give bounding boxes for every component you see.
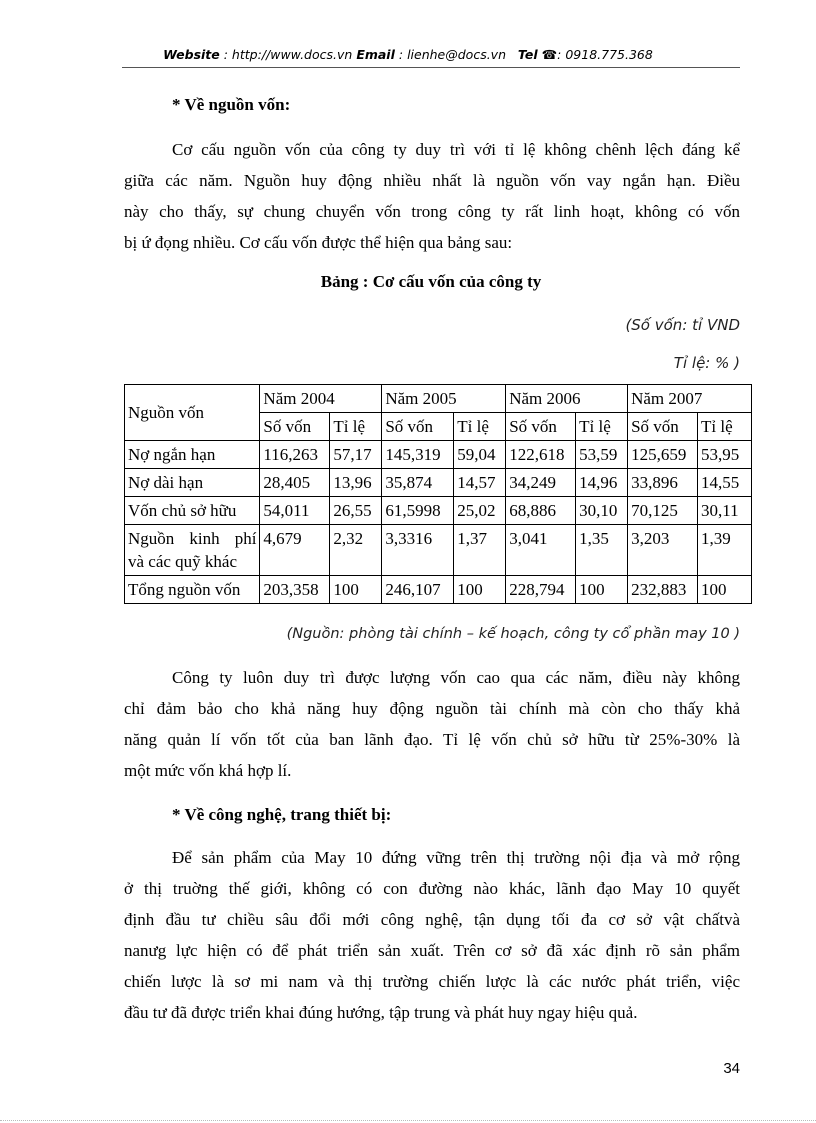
table-row bbox=[125, 469, 752, 497]
phone-icon: ☎ bbox=[541, 47, 558, 62]
table-cell: 33,896 bbox=[628, 469, 698, 497]
subheader-amount: Số vốn bbox=[260, 413, 330, 441]
table-cell: 61,5998 bbox=[382, 497, 454, 525]
paragraph-line: ở thị truờng thế giới, không có con đường nào khác, lãnh đạo May 10 quyết bbox=[124, 879, 740, 898]
email-label: Email bbox=[356, 47, 395, 62]
table-cell: 53,59 bbox=[576, 441, 628, 469]
row-label: Tổng nguồn vốn bbox=[125, 576, 260, 604]
subheader-ratio: Tỉ lệ bbox=[330, 413, 382, 441]
capital-structure-table bbox=[124, 384, 752, 604]
row-label-line: Nguồn kinh phí bbox=[128, 529, 257, 548]
table-cell: 14,96 bbox=[576, 469, 628, 497]
table-row bbox=[125, 497, 752, 525]
paragraph-line: này cho thấy, sự chung chuyển vốn trong công ty rất linh hoạt, không có vốn bbox=[124, 202, 740, 221]
row-label bbox=[125, 525, 260, 576]
paragraph-line: đầu tư đã được triển khai đúng hướng, tập trung và phát huy ngay hiệu quả. bbox=[124, 1003, 638, 1022]
table-cell: 100 bbox=[454, 576, 506, 604]
website-sep: : bbox=[219, 47, 232, 62]
page-header bbox=[0, 47, 816, 62]
table-source-note: (Nguồn: phòng tài chính – kế hoạch, công ty cổ phần may 10 ) bbox=[286, 626, 740, 642]
year-header: Năm 2006 bbox=[506, 385, 628, 413]
table-cell: 100 bbox=[576, 576, 628, 604]
table-cell: 1,39 bbox=[698, 525, 752, 576]
table-cell: 14,57 bbox=[454, 469, 506, 497]
row-label-line: và các quỹ khác bbox=[128, 552, 238, 571]
year-header: Năm 2007 bbox=[628, 385, 752, 413]
table-cell: 4,679 bbox=[260, 525, 330, 576]
paragraph-line: một mức vốn khá hợp lí. bbox=[124, 761, 292, 780]
table-cell: 125,659 bbox=[628, 441, 698, 469]
corner-header: Nguồn vốn bbox=[125, 385, 260, 441]
table-cell: 30,11 bbox=[698, 497, 752, 525]
website-label: Website bbox=[163, 47, 220, 62]
table-cell: 34,249 bbox=[506, 469, 576, 497]
table-cell: 1,37 bbox=[454, 525, 506, 576]
paragraph-line: Để sản phẩm của May 10 đứng vững trên thị trường nội địa và mở rộng bbox=[172, 848, 740, 867]
table-row bbox=[125, 441, 752, 469]
table-cell: 53,95 bbox=[698, 441, 752, 469]
unit-note-line-2: Tỉ lệ: % ) bbox=[673, 354, 740, 372]
paragraph-technology bbox=[124, 842, 740, 1028]
table-cell: 59,04 bbox=[454, 441, 506, 469]
table-cell: 25,02 bbox=[454, 497, 506, 525]
email-link[interactable]: lienhe@docs.vn bbox=[407, 47, 506, 62]
paragraph-line: chỉ đảm bảo cho khả năng huy động nguồn tài chính mà còn cho thấy khả bbox=[124, 699, 740, 718]
subheader-amount: Số vốn bbox=[628, 413, 698, 441]
table-cell: 26,55 bbox=[330, 497, 382, 525]
subheader-ratio: Tỉ lệ bbox=[698, 413, 752, 441]
paragraph-line: nanưg lực hiện có để phát triển sản xuất. Trên cơ sở đã xác định rõ sản phẩm bbox=[124, 941, 740, 960]
header-rule bbox=[122, 67, 740, 68]
subheader-ratio: Tỉ lệ bbox=[454, 413, 506, 441]
unit-note-line-1: (Số vốn: tỉ VND bbox=[625, 316, 740, 334]
year-header: Năm 2004 bbox=[260, 385, 382, 413]
row-label: Nợ ngắn hạn bbox=[125, 441, 260, 469]
table-cell: 246,107 bbox=[382, 576, 454, 604]
table-cell: 100 bbox=[330, 576, 382, 604]
section-heading-capital: * Về nguồn vốn: bbox=[172, 95, 291, 114]
table-cell: 57,17 bbox=[330, 441, 382, 469]
paragraph-line: định đầu tư chiều sâu đổi mới công nghệ, tận dụng tối đa cơ sở vật chấtvà bbox=[124, 910, 740, 929]
table-cell: 35,874 bbox=[382, 469, 454, 497]
table-title: Bảng : Cơ cấu vốn của công ty bbox=[320, 272, 542, 291]
table-cell: 3,3316 bbox=[382, 525, 454, 576]
website-link[interactable]: http://www.docs.vn bbox=[231, 47, 353, 62]
paragraph-line: Công ty luôn duy trì được lượng vốn cao qua các năm, điều này không bbox=[172, 668, 740, 687]
year-header: Năm 2005 bbox=[382, 385, 506, 413]
table-cell: 145,319 bbox=[382, 441, 454, 469]
paragraph-line: chiến lược là sơ mi nam và thị trường chiến lược là các nước phát triển, việc bbox=[124, 972, 740, 991]
table-row-total bbox=[125, 576, 752, 604]
table-cell: 232,883 bbox=[628, 576, 698, 604]
table-cell: 54,011 bbox=[260, 497, 330, 525]
table-cell: 28,405 bbox=[260, 469, 330, 497]
paragraph-capital bbox=[124, 134, 740, 258]
table-cell: 100 bbox=[698, 576, 752, 604]
table-cell: 68,886 bbox=[506, 497, 576, 525]
paragraph-line: bị ứ đọng nhiều. Cơ cấu vốn được thể hiện qua bảng sau: bbox=[124, 233, 513, 252]
subheader-amount: Số vốn bbox=[506, 413, 576, 441]
page-bottom-border bbox=[0, 1120, 816, 1121]
table-cell: 2,32 bbox=[330, 525, 382, 576]
table-header-row bbox=[125, 385, 752, 413]
paragraph-line: năng quản lí vốn tốt của ban lãnh đạo. Tỉ lệ vốn chủ sở hữu từ 25%-30% là bbox=[124, 730, 740, 749]
table-cell: 116,263 bbox=[260, 441, 330, 469]
email-sep: : bbox=[394, 47, 408, 62]
table-cell: 13,96 bbox=[330, 469, 382, 497]
tel-value: : 0918.775.368 bbox=[557, 47, 653, 62]
paragraph-line: giữa các năm. Nguồn huy động nhiều nhất là nguồn vốn vay ngắn hạn. Điều bbox=[124, 171, 740, 190]
table-cell: 1,35 bbox=[576, 525, 628, 576]
table-cell: 203,358 bbox=[260, 576, 330, 604]
subheader-ratio: Tỉ lệ bbox=[576, 413, 628, 441]
table-cell: 3,203 bbox=[628, 525, 698, 576]
table-cell: 14,55 bbox=[698, 469, 752, 497]
row-label: Nợ dài hạn bbox=[125, 469, 260, 497]
table-row bbox=[125, 525, 752, 576]
table-cell: 30,10 bbox=[576, 497, 628, 525]
paragraph-after-table bbox=[124, 662, 740, 786]
table-cell: 70,125 bbox=[628, 497, 698, 525]
section-heading-technology: * Về công nghệ, trang thiết bị: bbox=[172, 805, 392, 824]
table-cell: 228,794 bbox=[506, 576, 576, 604]
tel-label: Tel bbox=[517, 47, 538, 62]
row-label: Vốn chủ sở hữu bbox=[125, 497, 260, 525]
subheader-amount: Số vốn bbox=[382, 413, 454, 441]
table-cell: 3,041 bbox=[506, 525, 576, 576]
paragraph-line: Cơ cấu nguồn vốn của công ty duy trì với tỉ lệ không chênh lệch đáng kể bbox=[172, 140, 740, 159]
page-number: 34 bbox=[723, 1060, 740, 1077]
table-cell: 122,618 bbox=[506, 441, 576, 469]
